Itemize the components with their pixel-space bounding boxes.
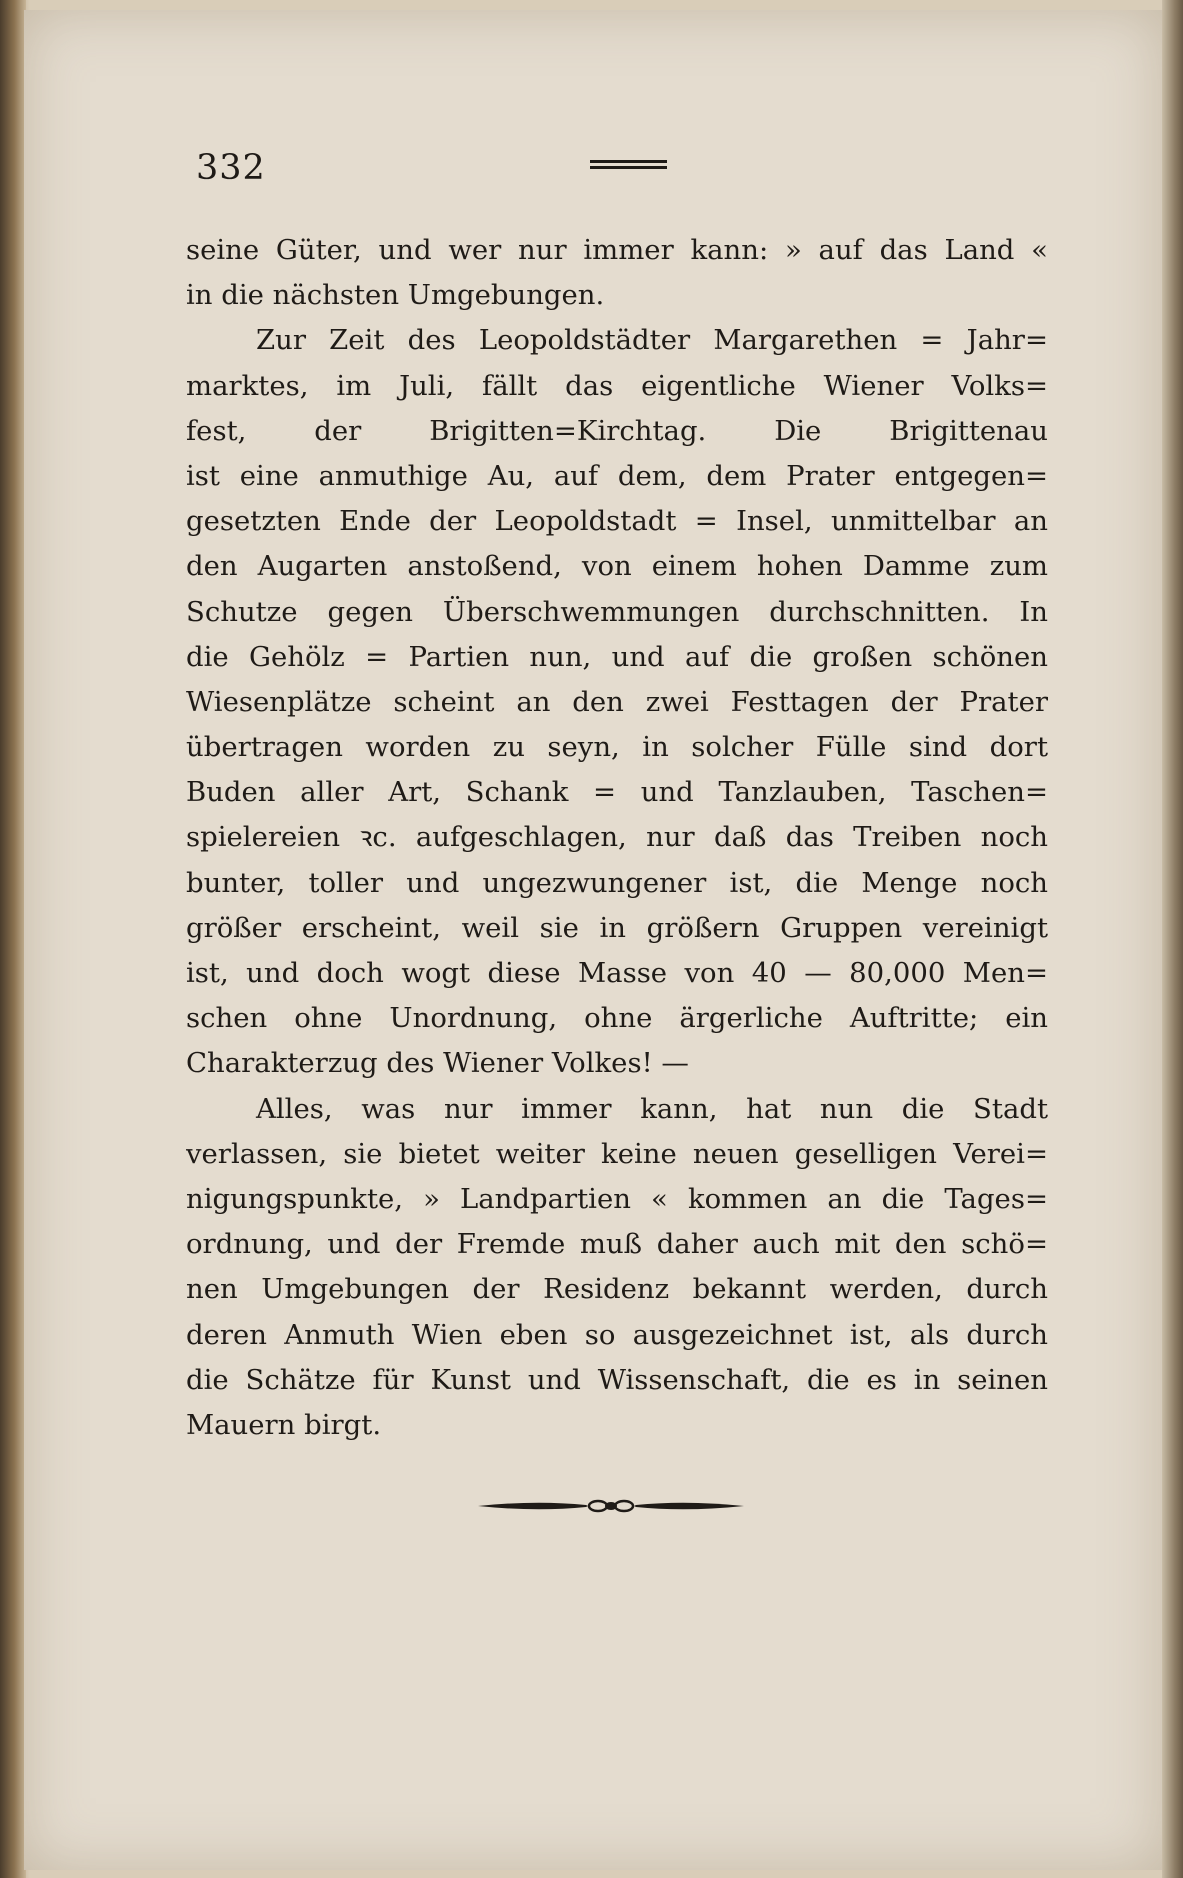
text-line: nigungspunkte, » Landpartien « kommen an die Tages= [186, 1182, 1048, 1215]
text-line: gesetzten Ende der Leopoldstadt = Insel, unmittelbar an [186, 505, 1048, 538]
text-line: spielereien ꝛc. aufgeschlagen, nur daß das Treiben noch [186, 821, 1048, 854]
text-line: nen Umgebungen der Residenz bekannt werden, durch [186, 1273, 1048, 1306]
text-line: Schutze gegen Überschwemmungen durchschnitten. In [186, 595, 1048, 628]
text-line: ordnung, und der Fremde muß daher auch mit den schö= [186, 1228, 1048, 1261]
text-line: den Augarten anstoßend, von einem hohen Damme zum [186, 550, 1048, 583]
text-line: Buden aller Art, Schank = und Tanzlauben, Taschen= [186, 776, 1048, 809]
header-rule-icon [590, 160, 667, 174]
text-line: marktes, im Juli, fällt das eigentliche Wiener Volks= [186, 369, 1048, 402]
body-text [186, 228, 1048, 1448]
book-gutter-shadow [0, 0, 26, 1878]
text-line: deren Anmuth Wien eben so ausgezeichnet ist, als durch [186, 1318, 1048, 1351]
text-line: seine Güter, und wer nur immer kann: » auf das Land « [186, 234, 1048, 266]
text-line: verlassen, sie bietet weiter keine neuen geselligen Verei= [186, 1137, 1048, 1170]
text-line: übertragen worden zu seyn, in solcher Fülle sind dort [186, 731, 1048, 764]
text-line: Charakterzug des Wiener Volkes! — [186, 1047, 689, 1080]
text-line: in die nächsten Umgebungen. [186, 279, 605, 312]
text-line: die Gehölz = Partien nun, und auf die großen schönen [186, 640, 1048, 673]
running-header [196, 148, 1056, 188]
tailpiece-ornament-icon [476, 1494, 746, 1518]
text-line: Alles, was nur immer kann, hat nun die Stadt [256, 1092, 1048, 1125]
page-number: 332 [196, 148, 266, 188]
text-line: fest, der Brigitten=Kirchtag. Die Brigittenau [186, 414, 1048, 447]
text-line: Wiesenplätze scheint an den zwei Festtagen der Prater [186, 685, 1048, 718]
text-line: bunter, toller und ungezwungener ist, die Menge noch [186, 866, 1048, 899]
page-edge [1162, 0, 1183, 1878]
text-line: Zur Zeit des Leopoldstädter Margarethen = Jahr= [256, 324, 1048, 357]
text-line: schen ohne Unordnung, ohne ärgerliche Auftritte; ein [186, 1002, 1048, 1035]
text-line: die Schätze für Kunst und Wissenschaft, die es in seinen [186, 1363, 1048, 1396]
text-line: größer erscheint, weil sie in größern Gruppen vereinigt [186, 911, 1048, 944]
text-line: Mauern birgt. [186, 1408, 382, 1441]
text-line: ist eine anmuthige Au, auf dem, dem Prater entgegen= [186, 459, 1048, 492]
text-line: ist, und doch wogt diese Masse von 40 — 80,000 Men= [186, 957, 1048, 989]
